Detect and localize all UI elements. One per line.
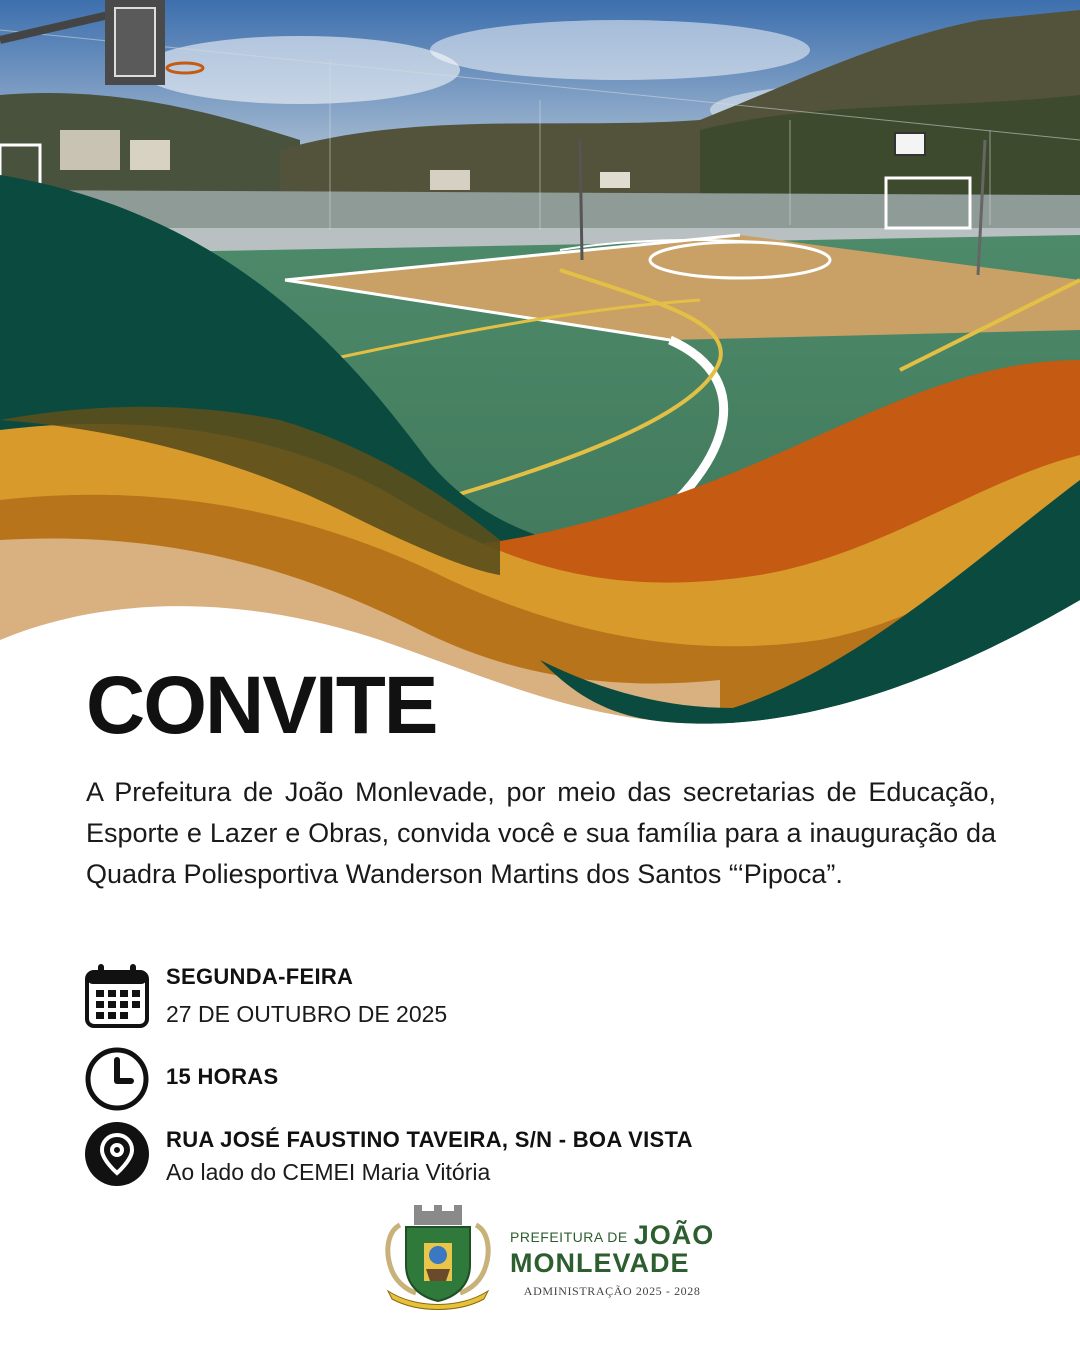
prefeitura-logo	[380, 1205, 714, 1316]
brand-prefix: PREFEITURA DE	[510, 1228, 628, 1245]
location-pin-icon	[84, 1121, 150, 1187]
invitation-text: A Prefeitura de João Monlevade, por meio das secretarias de Educação, Esporte e Lazer e Obras, convida você e sua família para a inauguração da Quadra Poliesportiva Wanderson Martins dos Santos “‘Pipoca”.	[86, 777, 996, 889]
coat-of-arms-icon	[380, 1205, 496, 1316]
event-date: 27 DE OUTUBRO DE 2025	[166, 1001, 448, 1027]
event-date-row	[84, 962, 447, 1030]
brand-administration: ADMINISTRAÇÃO 2025 - 2028	[523, 1284, 701, 1299]
brand-city-line2: MONLEVADE	[510, 1247, 690, 1278]
event-address: RUA JOSÉ FAUSTINO TAVEIRA, S/N - BOA VISTA	[166, 1127, 693, 1152]
calendar-icon	[84, 962, 150, 1028]
event-weekday: SEGUNDA-FEIRA	[166, 964, 354, 989]
page-title: CONVITE	[86, 660, 437, 751]
brand-city-line1: JOÃO	[633, 1219, 715, 1250]
event-location-row	[84, 1121, 693, 1188]
clock-icon	[84, 1046, 150, 1112]
event-reference: Ao lado do CEMEI Maria Vitória	[166, 1159, 491, 1185]
event-time: 15 HORAS	[166, 1064, 279, 1089]
event-time-row	[84, 1046, 278, 1112]
